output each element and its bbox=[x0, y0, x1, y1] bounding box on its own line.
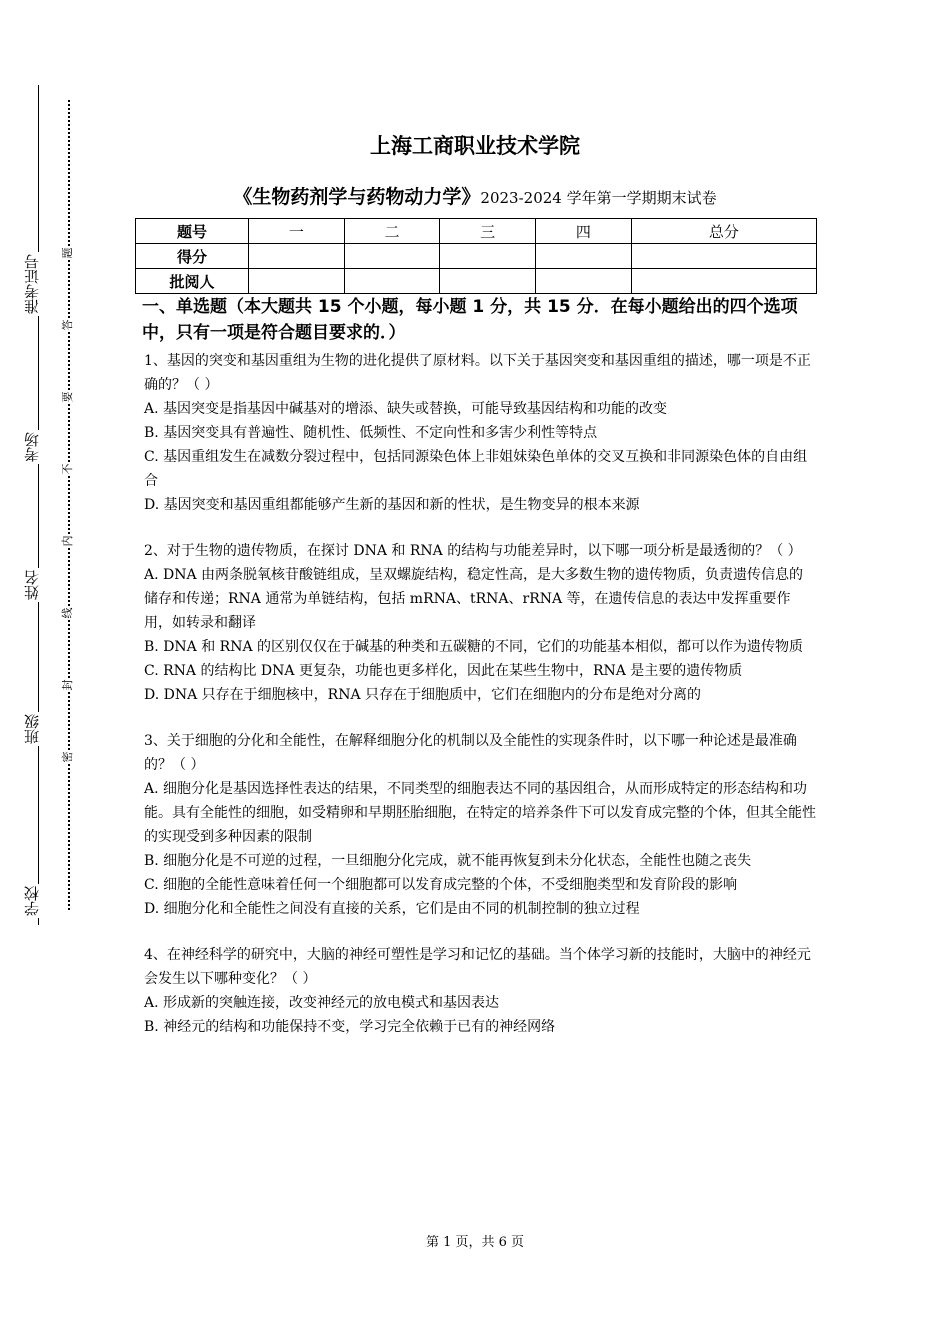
seal-char: 封 bbox=[61, 679, 74, 691]
grader-cell[interactable] bbox=[536, 269, 632, 294]
question-stem: 3、关于细胞的分化和全能性，在解释细胞分化的机制以及全能性的实现条件时，以下哪一种论述是最准确的？（ ） bbox=[144, 733, 797, 773]
seal-char: 答 bbox=[61, 319, 74, 331]
seal-char: 内 bbox=[61, 535, 74, 547]
school-title: 上海工商职业技术学院 bbox=[370, 134, 580, 158]
score-header-cell: 三 bbox=[440, 219, 536, 244]
seal-char: 要 bbox=[61, 391, 74, 403]
score-cell[interactable] bbox=[440, 244, 536, 269]
option-a[interactable]: A. DNA 由两条脱氧核苷酸链组成，呈双螺旋结构，稳定性高，是大多数生物的遗传物质，负责遗传信息的储存和传递；RNA 通常为单链结构，包括 mRNA、tRNA、rRNA 等，在遗传信息的表达中发挥重要作用，如转录和翻译 bbox=[144, 567, 804, 631]
score-header-cell: 一 bbox=[249, 219, 345, 244]
exam-content bbox=[144, 292, 816, 1039]
school-label: 学校 bbox=[23, 886, 41, 916]
grader-cell[interactable] bbox=[631, 269, 816, 294]
question-2 bbox=[144, 539, 816, 707]
course-name: 《生物药剂学与药物动力学》 bbox=[233, 186, 481, 208]
option-d[interactable]: D. 基因突变和基因重组都能够产生新的基因和新的性状，是生物变异的根本来源 bbox=[144, 497, 640, 513]
exam-title bbox=[0, 182, 950, 209]
term-label: 2023-2024 学年第一学期期末试卷 bbox=[480, 189, 717, 207]
option-b[interactable]: B. DNA 和 RNA 的区别仅仅在于碱基的种类和五碳糖的不同，它们的功能基本相似，都可以作为遗传物质 bbox=[144, 639, 804, 655]
option-d[interactable]: D. DNA 只存在于细胞核中，RNA 只存在于细胞质中，它们在细胞内的分布是绝对分离的 bbox=[144, 687, 702, 703]
grader-cell[interactable] bbox=[344, 269, 440, 294]
option-a[interactable]: A. 基因突变是指基因中碱基对的增添、缺失或替换，可能导致基因结构和功能的改变 bbox=[144, 401, 668, 417]
name-label: 姓名 bbox=[23, 570, 41, 600]
option-c[interactable]: C. 细胞的全能性意味着任何一个细胞都可以发育成完整的个体，不受细胞类型和发育阶段的影响 bbox=[144, 877, 738, 893]
grader-cell[interactable] bbox=[249, 269, 345, 294]
grader-row-label: 批阅人 bbox=[136, 269, 249, 294]
seal-char: 题 bbox=[61, 247, 74, 259]
score-table bbox=[135, 218, 817, 294]
question-3 bbox=[144, 729, 816, 921]
seal-char: 不 bbox=[61, 463, 74, 475]
question-stem: 4、在神经科学的研究中，大脑的神经可塑性是学习和记忆的基础。当个体学习新的技能时，大脑中的神经元会发生以下哪种变化？（ ） bbox=[144, 947, 811, 987]
section-title: 一、单选题（本大题共 15 个小题，每小题 1 分，共 15 分．在每小题给出的四个选项中，只有一项是符合题目要求的．） bbox=[142, 297, 798, 343]
option-b[interactable]: B. 神经元的结构和功能保持不变，学习完全依赖于已有的神经网络 bbox=[144, 1019, 556, 1035]
option-b[interactable]: B. 基因突变具有普遍性、随机性、低频性、不定向性和多害少利性等特点 bbox=[144, 425, 598, 441]
score-header-cell: 总分 bbox=[631, 219, 816, 244]
score-header-cell: 题号 bbox=[136, 219, 249, 244]
score-cell[interactable] bbox=[631, 244, 816, 269]
seal-dotted-line bbox=[68, 100, 70, 910]
seal-char: 密 bbox=[61, 751, 74, 763]
score-cell[interactable] bbox=[344, 244, 440, 269]
option-d[interactable]: D. 细胞分化和全能性之间没有直接的关系，它们是由不同的机制控制的独立过程 bbox=[144, 901, 640, 917]
question-stem: 1、基因的突变和基因重组为生物的进化提供了原材料。以下关于基因突变和基因重组的描述，哪一项是不正确的？（ ） bbox=[144, 353, 811, 393]
score-cell[interactable] bbox=[249, 244, 345, 269]
option-c[interactable]: C. RNA 的结构比 DNA 更复杂，功能也更多样化，因此在某些生物中，RNA 是主要的遗传物质 bbox=[144, 663, 743, 679]
option-c[interactable]: C. 基因重组发生在减数分裂过程中，包括同源染色体上非姐妹染色单体的交叉互换和非同源染色体的自由组合 bbox=[144, 449, 808, 489]
exam-id-label: 准考证号 bbox=[23, 254, 41, 314]
score-table-header-row bbox=[136, 219, 817, 244]
question-1 bbox=[144, 349, 816, 517]
seal-char: 线 bbox=[61, 607, 74, 619]
score-header-cell: 二 bbox=[344, 219, 440, 244]
grader-row bbox=[136, 269, 817, 294]
score-cell[interactable] bbox=[536, 244, 632, 269]
question-4 bbox=[144, 943, 816, 1039]
option-a[interactable]: A. 细胞分化是基因选择性表达的结果，不同类型的细胞表达不同的基因组合，从而形成特定的形态结构和功能。具有全能性的细胞，如受精卵和早期胚胎细胞，在特定的培养条件下可以发育成完整的个体，但其全能性的实现受到多种因素的限制 bbox=[144, 781, 816, 845]
page-number: 第 1 页，共 6 页 bbox=[425, 1235, 525, 1250]
binding-line bbox=[38, 85, 39, 925]
question-stem: 2、对于生物的遗传物质，在探讨 DNA 和 RNA 的结构与功能差异时，以下哪一项分析是最透彻的？（ ） bbox=[144, 543, 802, 559]
score-header-cell: 四 bbox=[536, 219, 632, 244]
option-b[interactable]: B. 细胞分化是不可逆的过程，一旦细胞分化完成，就不能再恢复到未分化状态，全能性也随之丧失 bbox=[144, 853, 752, 869]
class-label: 班级 bbox=[23, 714, 41, 744]
score-row bbox=[136, 244, 817, 269]
exam-room-label: 考场 bbox=[23, 432, 41, 462]
score-row-label: 得分 bbox=[136, 244, 249, 269]
option-a[interactable]: A. 形成新的突触连接，改变神经元的放电模式和基因表达 bbox=[144, 995, 500, 1011]
grader-cell[interactable] bbox=[440, 269, 536, 294]
